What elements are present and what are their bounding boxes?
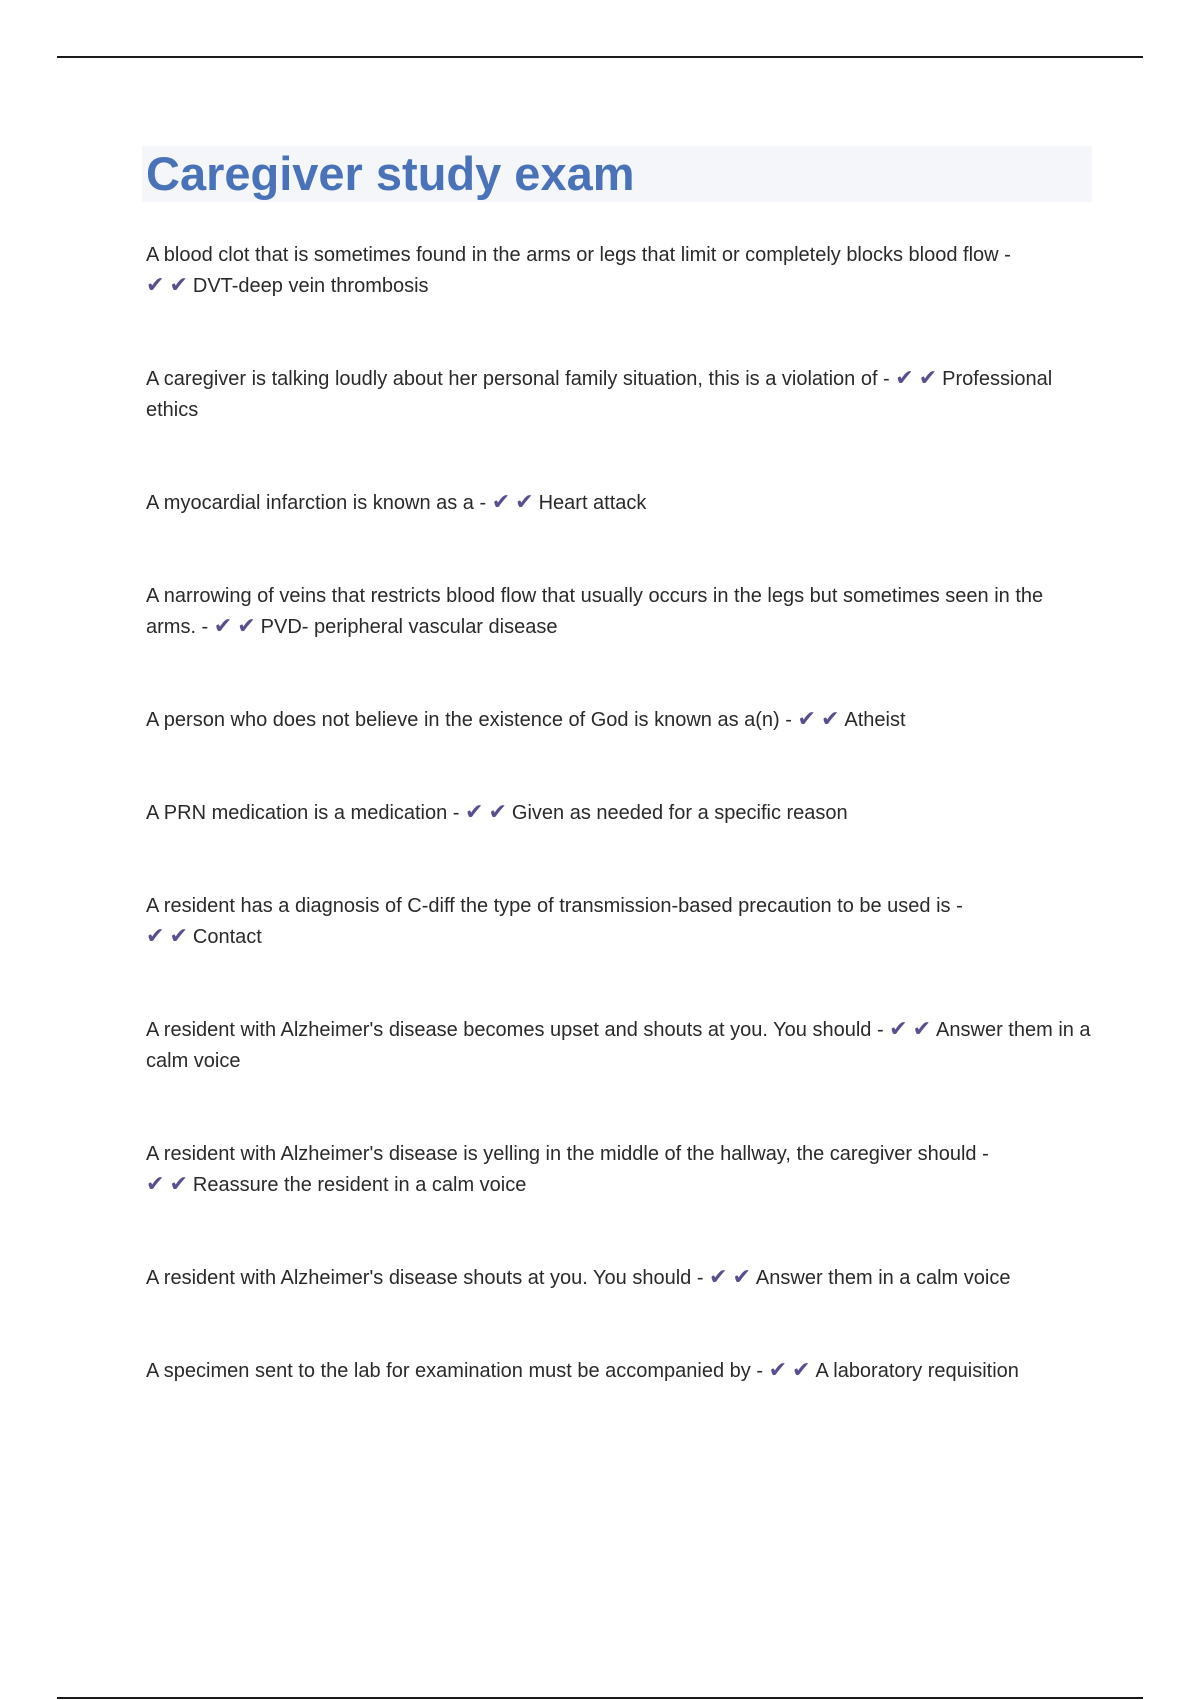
- separator: -: [998, 244, 1011, 266]
- answer-text: Professional ethics: [146, 368, 1053, 421]
- answer-text: DVT-deep vein thrombosis: [192, 275, 429, 297]
- answer-text: Answer them in a calm voice: [755, 1267, 1011, 1289]
- question-text: A resident has a diagnosis of C-diff the type of transmission-based precaution to be used is: [146, 895, 951, 917]
- qa-item: [146, 488, 1091, 519]
- check-mark-icon: ✔: [169, 924, 188, 949]
- answer-text: Atheist: [844, 709, 906, 731]
- qa-item: [146, 1015, 1091, 1077]
- check-mark-icon: ✔: [912, 1017, 932, 1042]
- answer-text: Contact: [192, 926, 262, 948]
- check-mark-icon: ✔: [169, 273, 188, 298]
- check-mark-icon: ✔: [820, 707, 840, 732]
- check-mark-icon: ✔: [918, 366, 938, 391]
- question-text: A blood clot that is sometimes found in the arms or legs that limit or completely blocks blood flow: [146, 244, 999, 266]
- qa-item: [146, 891, 1091, 953]
- check-mark-icon: ✔: [709, 1265, 728, 1290]
- check-mark-icon: ✔: [146, 924, 165, 949]
- check-mark-icon: ✔: [146, 273, 165, 298]
- check-mark-icon: ✔: [488, 800, 507, 825]
- qa-item: [146, 1139, 1091, 1201]
- separator: -: [779, 709, 798, 731]
- bottom-rule: [57, 1697, 1143, 1699]
- question-text: A caregiver is talking loudly about her personal family situation, this is a violation of: [146, 368, 878, 390]
- question-text: A specimen sent to the lab for examination must be accompanied by: [146, 1360, 751, 1382]
- question-text: A resident with Alzheimer's disease is yelling in the middle of the hallway, the caregiver should: [146, 1143, 977, 1165]
- check-mark-icon: ✔: [491, 490, 511, 515]
- check-mark-icon: ✔: [213, 614, 233, 639]
- question-text: A narrowing of veins that restricts blood flow that usually occurs in the legs but sometimes seen in the arms.: [146, 585, 1044, 638]
- page-title: Caregiver study exam: [146, 147, 635, 200]
- qa-item: [146, 364, 1091, 426]
- check-mark-icon: ✔: [792, 1358, 811, 1383]
- separator: -: [950, 895, 963, 917]
- answer-text: Heart attack: [538, 492, 647, 514]
- separator: -: [447, 802, 466, 824]
- question-text: A resident with Alzheimer's disease shouts at you. You should: [146, 1267, 692, 1289]
- check-mark-icon: ✔: [515, 490, 534, 515]
- qa-list: [146, 240, 1091, 1449]
- answer-text: PVD- peripheral vascular disease: [260, 616, 558, 638]
- answer-text: Answer them in a calm voice: [146, 1019, 1091, 1072]
- check-mark-icon: ✔: [237, 614, 256, 639]
- check-mark-icon: ✔: [768, 1358, 788, 1383]
- qa-item: [146, 1356, 1091, 1387]
- check-mark-icon: ✔: [146, 1172, 165, 1197]
- question-text: A person who does not believe in the existence of God is known as a(n): [146, 709, 780, 731]
- question-text: A myocardial infarction is known as a: [146, 492, 474, 514]
- check-mark-icon: ✔: [169, 1172, 188, 1197]
- qa-item: [146, 1263, 1091, 1294]
- separator: -: [691, 1267, 710, 1289]
- check-mark-icon: ✔: [732, 1265, 751, 1290]
- separator: -: [473, 492, 492, 514]
- check-mark-icon: ✔: [465, 800, 484, 825]
- check-mark-icon: ✔: [797, 707, 816, 732]
- check-mark-icon: ✔: [895, 366, 914, 391]
- answer-text: Given as needed for a specific reason: [511, 802, 848, 824]
- qa-item: [146, 240, 1091, 302]
- answer-text: Reassure the resident in a calm voice: [192, 1174, 527, 1196]
- question-text: A resident with Alzheimer's disease becomes upset and shouts at you. You should: [146, 1019, 872, 1041]
- top-rule: [57, 56, 1143, 58]
- check-mark-icon: ✔: [889, 1017, 908, 1042]
- answer-text: A laboratory requisition: [815, 1360, 1019, 1382]
- separator: -: [871, 1019, 890, 1041]
- qa-item: [146, 705, 1091, 736]
- separator: -: [877, 368, 896, 390]
- separator: -: [976, 1143, 989, 1165]
- qa-item: [146, 798, 1091, 829]
- separator: -: [196, 616, 214, 638]
- qa-item: [146, 581, 1091, 643]
- separator: -: [750, 1360, 769, 1382]
- question-text: A PRN medication is a medication: [146, 802, 448, 824]
